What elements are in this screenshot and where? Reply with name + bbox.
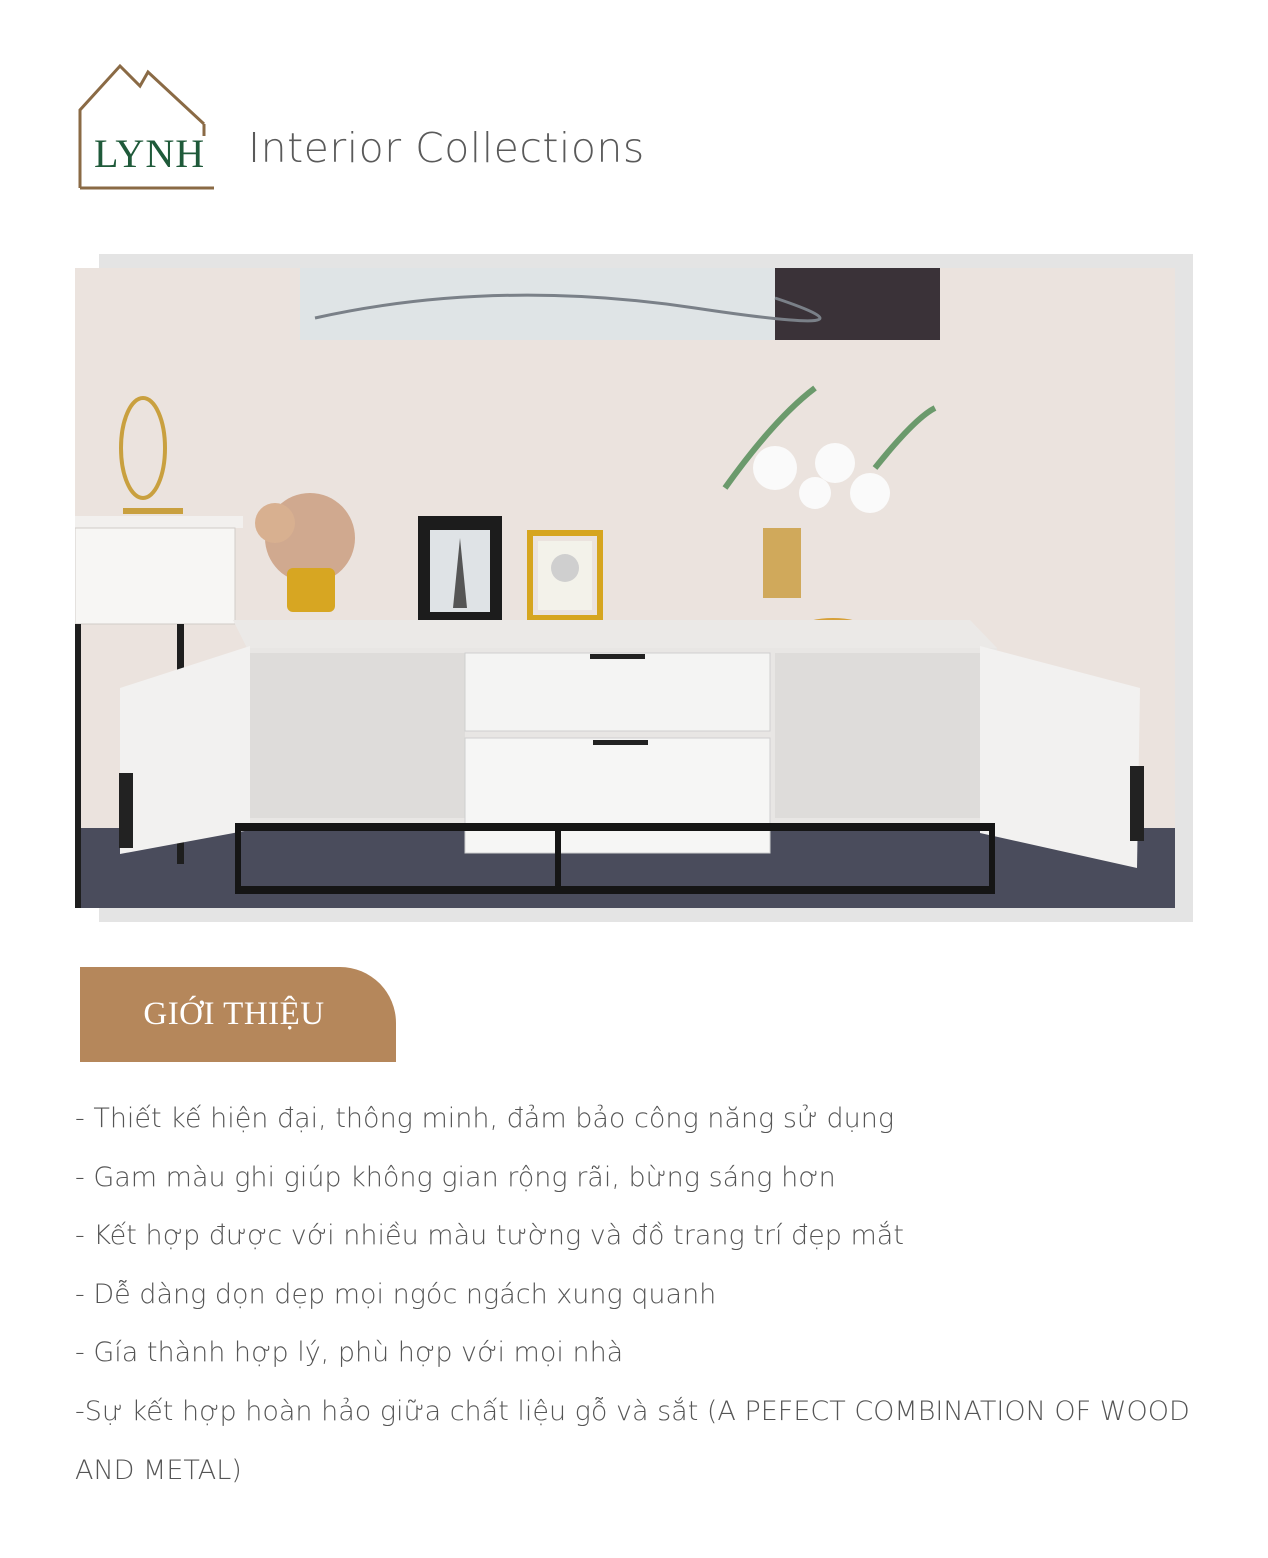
feature-item: - Thiết kế hiện đại, thông minh, đảm bảo công năng sử dụng bbox=[75, 1103, 895, 1134]
photo-frame-gold bbox=[530, 533, 600, 618]
brand-tagline: Interior Collections bbox=[248, 124, 645, 172]
wall-painting bbox=[300, 268, 940, 340]
feature-item: - Gam màu ghi giúp không gian rộng rãi, bừng sáng hơn bbox=[75, 1161, 836, 1193]
brand-header bbox=[76, 62, 776, 192]
logo-text: LYNH bbox=[94, 131, 206, 176]
feature-item: - Dễ dàng dọn dẹp mọi ngóc ngách xung quanh bbox=[75, 1278, 717, 1310]
brand-logo bbox=[76, 62, 218, 192]
product-photo bbox=[75, 268, 1175, 908]
feature-item: -Sự kết hợp hoàn hảo giữa chất liệu gỗ và sắt (A PEFECT COMBINATION OF WOOD AND METAL) bbox=[75, 1395, 1190, 1486]
section-tab-intro bbox=[80, 967, 396, 1062]
feature-item: - Gía thành hợp lý, phù hợp với mọi nhà bbox=[75, 1337, 624, 1369]
section-title: GIỚI THIỆU bbox=[143, 996, 325, 1032]
feature-item: - Kết hợp được với nhiều màu tường và đồ trang trí đẹp mắt bbox=[75, 1220, 904, 1252]
feature-list bbox=[75, 1090, 1215, 1500]
photo-frame-eiffel bbox=[418, 516, 502, 626]
